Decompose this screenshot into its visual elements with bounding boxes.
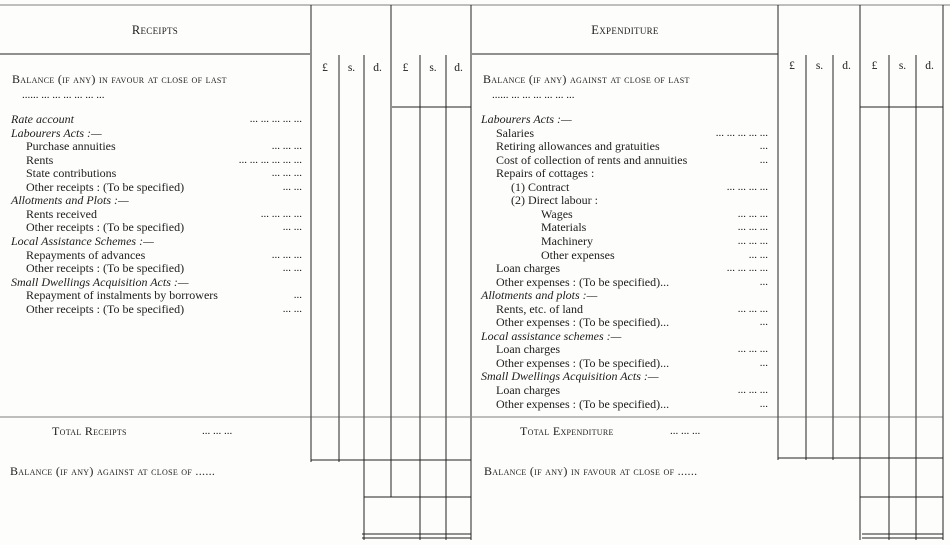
row-leader-dots: ... (293, 289, 302, 302)
row-leader-dots: ... ... ... ... (726, 180, 768, 193)
row-leader-dots: ... ... (282, 302, 302, 315)
row-leader-dots: ... ... ... ... ... ... (238, 153, 302, 166)
currency-header: d. (925, 60, 934, 72)
total-expenditure-dots: ... ... ... (670, 425, 701, 437)
expenditure-header: Expenditure (591, 23, 659, 37)
row-label: Machinery (541, 233, 593, 248)
row-label: Allotments and plots :— (481, 288, 598, 303)
row-label: Loan charges (496, 383, 561, 397)
row-label: Cost of collection of rents and annuities (496, 152, 688, 167)
currency-header: s. (347, 62, 356, 74)
expenditure-bottom-balance: Balance (if any) in favour at close of ...... (484, 464, 698, 478)
row-label: Retiring allowances and gratuities (496, 139, 660, 154)
row-leader-dots: ... ... ... (737, 234, 768, 247)
row-label: (2) Direct labour : (511, 193, 598, 208)
currency-header: £ (871, 60, 878, 72)
row-label: Small Dwellings Acquisition Acts :— (11, 274, 189, 289)
row-label: Other expenses (541, 247, 615, 262)
receipts-bottom-balance: Balance (if any) against at close of ...... (10, 464, 216, 478)
row-leader-dots: ... ... ... (737, 343, 768, 356)
row-label: Other expenses : (To be specified)... (496, 274, 670, 289)
row-label: Materials (541, 220, 587, 235)
row-label: Other receipts : (To be specified) (26, 179, 185, 194)
row-leader-dots: ... ... ... ... (260, 207, 302, 220)
row-label: Other expenses : (To be specified)... (496, 396, 670, 411)
row-label: Other receipts : (To be specified) (26, 261, 185, 276)
row-leader-dots: ... ... ... (737, 221, 768, 234)
row-leader-dots: ... ... (282, 221, 302, 234)
total-expenditure-label: Total Expenditure (520, 424, 614, 438)
total-receipts-label: Total Receipts (52, 424, 127, 438)
row-leader-dots: ... ... ... (271, 167, 302, 180)
row-leader-dots: ... ... ... ... ... (715, 126, 768, 139)
row-label: Purchase annuities (26, 139, 116, 154)
receipts-header: Receipts (131, 23, 179, 37)
row-leader-dots: ... ... ... ... ... (249, 113, 302, 125)
row-leader-dots: ... ... ... (271, 248, 302, 261)
row-label: Repayment of instalments by borrowers (26, 288, 218, 303)
row-leader-dots: ... (759, 397, 768, 410)
receipts-balance-line1: Balance (if any) in favour at close of last (12, 72, 227, 86)
currency-header: d. (842, 60, 851, 72)
currency-header: d. (373, 62, 382, 74)
expenditure-balance-line2: ...... ... ... ... ... ... ... (492, 89, 575, 101)
currency-header: d. (454, 62, 463, 74)
expenditure-balance-line1: Balance (if any) against at close of last (483, 72, 690, 86)
row-leader-dots: ... (759, 153, 768, 166)
row-label: Rents (26, 152, 54, 167)
currency-header: s. (898, 60, 907, 72)
row-leader-dots: ... ... ... (737, 302, 768, 315)
row-label: Wages (541, 206, 573, 221)
row-leader-dots: ... ... (282, 262, 302, 275)
row-leader-dots: ... ... ... (271, 140, 302, 153)
row-label: Loan charges (496, 261, 561, 276)
currency-header: £ (402, 62, 409, 74)
currency-header: £ (322, 62, 328, 74)
row-leader-dots: ... ... ... (737, 384, 768, 396)
currency-header: s. (815, 60, 824, 72)
row-leader-dots: ... ... ... (737, 207, 768, 220)
row-label: Rate account (11, 112, 74, 126)
row-label: Labourers Acts :— (11, 125, 102, 140)
row-label: Salaries (496, 125, 534, 140)
row-label: State contributions (26, 166, 117, 181)
row-label: (1) Contract (511, 179, 570, 194)
currency-header: s. (429, 62, 437, 74)
receipts-balance-line2: ...... ... ... ... ... ... ... (22, 89, 105, 101)
row-label: Other receipts : (To be specified) (26, 301, 185, 316)
row-leader-dots: ... (759, 316, 768, 329)
row-label: Allotments and Plots :— (11, 193, 129, 208)
row-leader-dots: ... (759, 275, 768, 288)
row-label: Repairs of cottages : (496, 166, 595, 181)
row-label: Other expenses : (To be specified)... (496, 355, 670, 370)
row-label: Other receipts : (To be specified) (26, 220, 185, 235)
row-leader-dots: ... (759, 356, 768, 369)
currency-header: £ (789, 60, 795, 72)
total-receipts-dots: ... ... ... (202, 425, 233, 437)
row-label: Repayments of advances (26, 247, 146, 262)
row-label: Rents received (26, 206, 97, 221)
row-label: Loan charges (496, 342, 561, 357)
row-label: Other expenses : (To be specified)... (496, 315, 670, 330)
row-label: Local assistance schemes :— (481, 328, 622, 343)
row-label: Labourers Acts :— (481, 112, 572, 126)
row-leader-dots: ... ... (748, 248, 768, 261)
row-leader-dots: ... ... ... ... (726, 262, 768, 275)
row-label: Local Assistance Schemes :— (11, 233, 154, 248)
row-leader-dots: ... ... (282, 180, 302, 193)
row-label: Rents, etc. of land (496, 301, 583, 316)
row-label: Small Dwellings Acquisition Acts :— (481, 369, 659, 384)
row-leader-dots: ... (759, 140, 768, 153)
